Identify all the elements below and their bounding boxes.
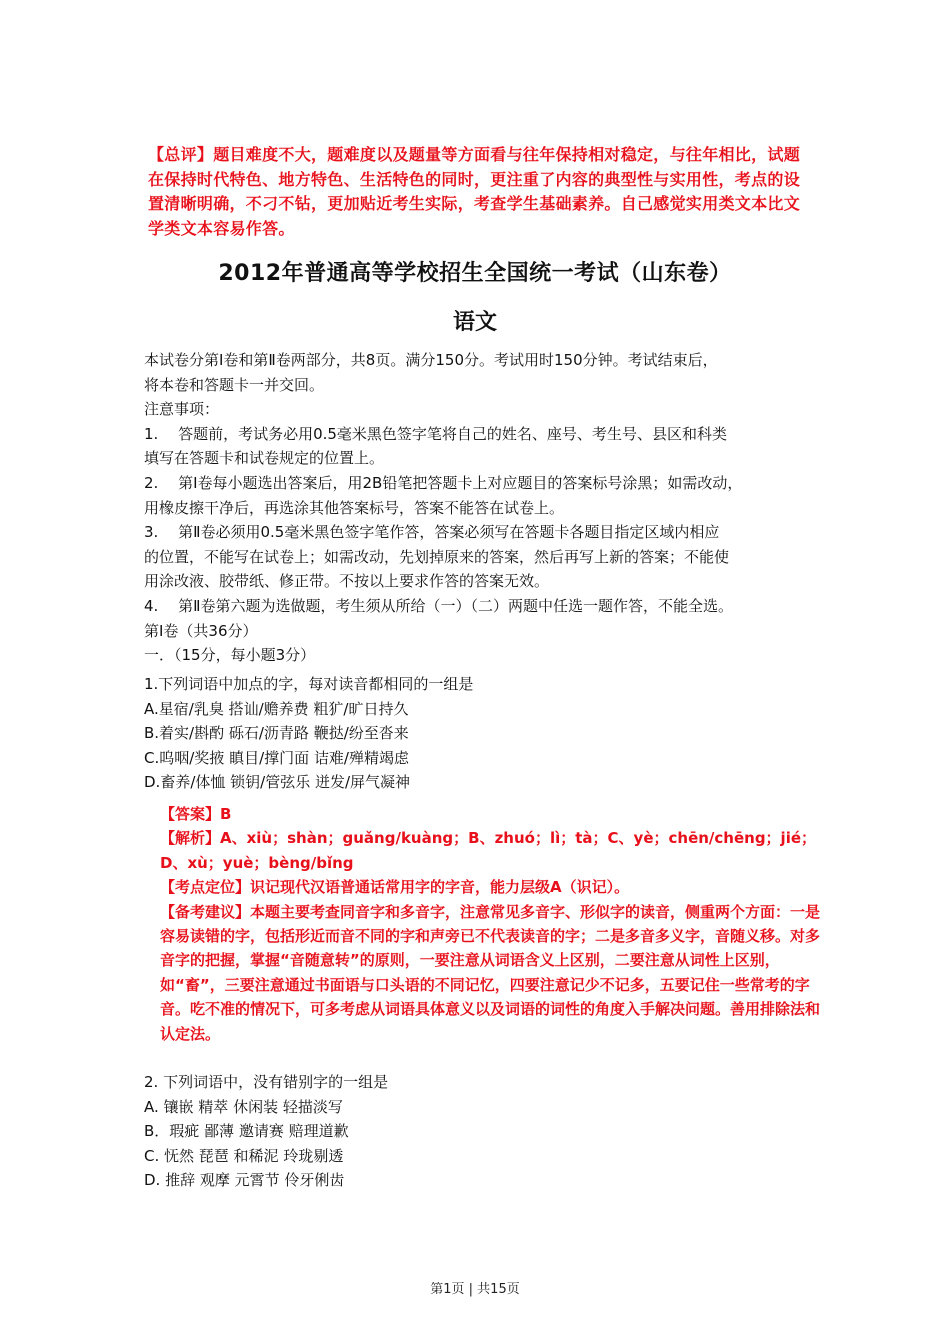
question-1: [144, 672, 473, 795]
exam-subject: 语文: [452, 310, 497, 335]
knowledge-point: 【考点定位】识记现代汉语普通话常用字的字音，能力层级A（识记）。: [160, 878, 630, 897]
page-footer: 第1页 | 共15页: [430, 1282, 520, 1297]
part-heading: 一．（15分，每小题3分）: [144, 646, 316, 665]
option-c: C.呜咽/奖掖 瞋目/撑门面 诘难/殚精竭虑: [144, 748, 409, 767]
option-a: A.星宿/乳臭 搭讪/赡养费 粗犷/旷日持久: [144, 699, 409, 718]
instruction-line: 1. 答题前，考试务必用0.5毫米黑色签字笔将自己的姓名、座号、考生号、县区和科类: [144, 424, 727, 443]
instruction-line: 用涂改液、胶带纸、修正带。不按以上要求作答的答案无效。: [144, 572, 550, 591]
instruction-line: 注意事项：: [144, 400, 220, 419]
instruction-line: 将本卷和答题卡一并交回。: [144, 375, 325, 394]
instruction-line: 4. 第Ⅱ卷第六题为选做题，考生须从所给（一）（二）两题中任选一题作答，不能全选。: [144, 596, 733, 615]
instruction-line: 2. 第Ⅰ卷每小题选出答案后，用2B铅笔把答题卡上对应题目的答案标号涂黑；如需改动，: [144, 473, 743, 492]
study-advice: 【备考建议】本题主要考查同音字和多音字，注意常见多音字、形似字的读音，侧重两个方面：一是容易读错的字，包括形近而音不同的字和声旁已不代表读音的字；二是多音多义字，音随义移。对多音字的把握，掌握“音随意转”的原则，一要注意从词语含义上区别，二要注意从词性上区别，如“畜”，三要注意通过书面语与口头语的不同记忆，四要注意记少不记多，五要记住一些常考的字音。吃不准的情况下，可多考虑从词语具体意义以及词语的词性的角度入手解决问题。善用排除法和认定法。: [160, 902, 821, 1043]
instruction-line: 的位置，不能写在试卷上；如需改动，先划掉原来的答案，然后再写上新的答案；不能使: [144, 547, 730, 566]
exam-title: 2012年普通高等学校招生全国统一考试（山东卷）: [218, 261, 732, 286]
instruction-line: 填写在答题卡和试卷规定的位置上。: [144, 449, 385, 468]
instruction-line: 本试卷分第Ⅰ卷和第Ⅱ卷两部分，共8页。满分150分。考试用时150分钟。考试结束后，: [144, 351, 718, 369]
question-stem: 1.下列词语中加点的字，每对读音都相同的一组是: [144, 675, 474, 693]
question-2: [144, 1070, 388, 1193]
question-stem: 2. 下列词语中，没有错别字的一组是: [144, 1073, 389, 1091]
exam-instructions: [144, 348, 824, 668]
option-c: C. 怃然 琵琶 和稀泥 玲珑剔透: [144, 1146, 344, 1165]
section-heading: 第Ⅰ卷（共36分）: [144, 621, 258, 640]
option-b: B．瑕疵 鄙薄 邀请赛 赔理道歉: [144, 1122, 349, 1141]
answer-analysis: [160, 802, 828, 1046]
summary-commentary: 【总评】题目难度不大，题难度以及题量等方面看与往年保持相对稳定，与往年相比，试题在保持时代特色、地方特色、生活特色的同时，更注重了内容的典型性与实用性，考点的设置清晰明确，不刁不钻，更加贴近考生实际，考查学生基础素养。自己感觉实用类文本比文学类文本容易作答。: [148, 145, 801, 238]
answer-key: 【答案】B: [160, 805, 232, 823]
option-b: B.着实/斟酌 砾石/沥青路 鞭挞/纷至沓来: [144, 724, 409, 743]
explanation: 【解析】A、xiù；shàn；guǎng/kuàng；B、zhuó；lì；tà；C、yè；chēn/chēng；jié；D、xù；yuè；bèng/bǐng: [160, 829, 817, 872]
instruction-line: 3. 第Ⅱ卷必须用0.5毫米黑色签字笔作答，答案必须写在答题卡各题目指定区域内相应: [144, 523, 720, 542]
option-a: A. 镶嵌 精萃 休闲装 轻描淡写: [144, 1097, 343, 1116]
option-d: D.畜养/体恤 锁钥/管弦乐 迸发/屏气凝神: [144, 773, 411, 792]
instruction-line: 用橡皮擦干净后，再选涂其他答案标号，答案不能答在试卷上。: [144, 498, 565, 517]
option-d: D. 推辞 观摩 元霄节 伶牙俐齿: [144, 1171, 345, 1190]
